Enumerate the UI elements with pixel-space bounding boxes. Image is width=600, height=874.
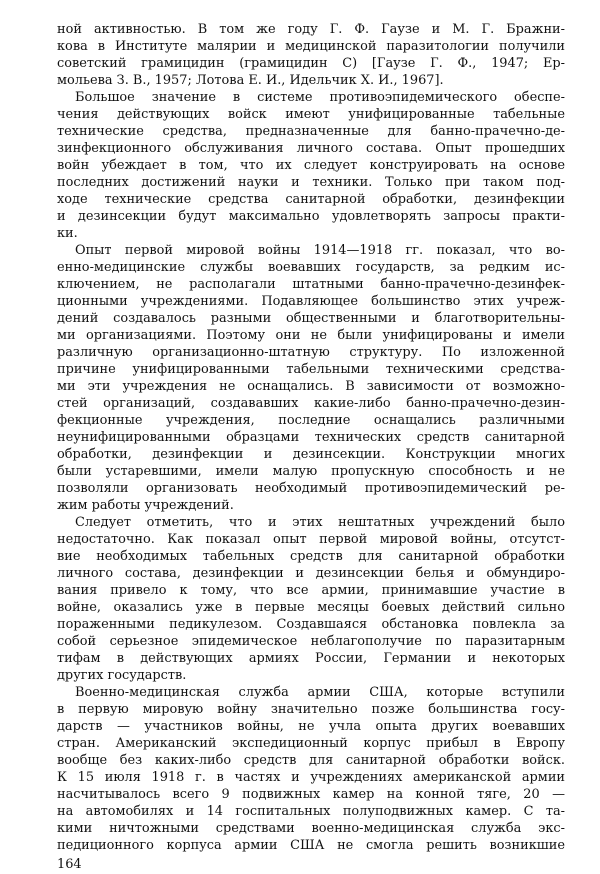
text-line: зинфекционного обслуживания личного состава. Опыт прошедших bbox=[57, 141, 565, 156]
text-line: личного состава, дезинфекции и дезинсекции белья и обмундиро- bbox=[57, 566, 565, 581]
text-line: кова в Институте малярии и медицинской паразитологии получили bbox=[57, 39, 565, 54]
text-line: ключением, не располагали штатными банно-прачечно-дезинфек- bbox=[57, 277, 565, 292]
text-line: пораженными педикулезом. Создавшаяся обстановка повлекла за bbox=[57, 617, 565, 632]
text-line: войне, оказались уже в первые месяцы боевых действий сильно bbox=[57, 600, 565, 615]
text-line: дений создавалось разными общественными и благотворительны- bbox=[57, 311, 565, 326]
page-number: 164 bbox=[57, 857, 82, 872]
text-line: собой серьезное эпидемическое неблагополучие по паразитарным bbox=[57, 634, 565, 649]
text-line: неунифицированными образцами технических средств санитарной bbox=[57, 430, 565, 445]
text-line: ной активностью. В том же году Г. Ф. Гаузе и М. Г. Бражни- bbox=[57, 22, 565, 37]
text-line: причине унифицированными табельными техническими средства- bbox=[57, 362, 565, 377]
text-line: ми организациями. Поэтому они не были унифицированы и имели bbox=[57, 328, 565, 343]
text-line: войн убеждает в том, что их следует конструировать на основе bbox=[57, 158, 565, 173]
text-line: фекционные учреждения, последние оснащались различными bbox=[57, 413, 565, 428]
text-line: позволяли организовать необходимый противоэпидемический ре- bbox=[57, 481, 565, 496]
text-line: ки. bbox=[57, 226, 78, 241]
text-line: насчитывалось всего 9 подвижных камер на конной тяге, 20 — bbox=[57, 787, 565, 802]
text-line: различную организационно-штатную структуру. По изложенной bbox=[57, 345, 565, 360]
text-line: других государств. bbox=[57, 668, 187, 683]
text-line: ционными учреждениями. Подавляющее большинство этих учреж- bbox=[57, 294, 565, 309]
text-line: жим работы учреждений. bbox=[57, 498, 234, 513]
text-line: вие необходимых табельных средств для санитарной обработки bbox=[57, 549, 565, 564]
text-line: были устаревшими, имели малую пропускную способность и не bbox=[57, 464, 565, 479]
text-line: последних достижений науки и техники. Только при таком под- bbox=[57, 175, 565, 190]
text-line: вообще без каких-либо средств для санитарной обработки войск. bbox=[57, 753, 565, 768]
text-line: обработки, дезинфекции и дезинсекции. Конструкции многих bbox=[57, 447, 565, 462]
paragraph-first-line: Опыт первой мировой войны 1914—1918 гг. показал, что во- bbox=[75, 243, 565, 258]
text-line: енно-медицинские службы воевавших государств, за редким ис- bbox=[57, 260, 565, 275]
text-line: кими ничтожными средствами военно-медицинская служба экс- bbox=[57, 821, 565, 836]
text-line: советский грамицидин (грамицидин С) [Гаузе Г. Ф., 1947; Ер- bbox=[57, 56, 565, 71]
text-line: ми эти учреждения не оснащались. В зависимости от возможно- bbox=[57, 379, 565, 394]
text-line: и дезинсекции будут максимально удовлетворять запросы практи- bbox=[57, 209, 565, 224]
text-line: ходе технические средства санитарной обработки, дезинфекции bbox=[57, 192, 565, 207]
paragraph-first-line: Большое значение в системе противоэпидемического обеспе- bbox=[75, 90, 565, 105]
text-line: технические средства, предназначенные для банно-прачечно-де- bbox=[57, 124, 565, 139]
text-line: стран. Американский экспедиционный корпус прибыл в Европу bbox=[57, 736, 565, 751]
text-line: стей организаций, создававших какие-либо банно-прачечно-дезин- bbox=[57, 396, 565, 411]
text-line: мольева З. В., 1957; Лотова Е. И., Идельчик Х. И., 1967]. bbox=[57, 73, 444, 88]
paragraph-first-line: Следует отметить, что и этих нештатных учреждений было bbox=[75, 515, 565, 530]
text-line: на автомобилях и 14 госпитальных полуподвижных камер. С та- bbox=[57, 804, 565, 819]
text-line: дарств — участников войны, не учла опыта других воевавших bbox=[57, 719, 565, 734]
text-line: чения действующих войск имеют унифицированные табельные bbox=[57, 107, 565, 122]
text-line: в первую мировую войну значительно позже большинства госу- bbox=[57, 702, 565, 717]
text-line: К 15 июля 1918 г. в частях и учреждениях американской армии bbox=[57, 770, 565, 785]
text-line: недостаточно. Как показал опыт первой мировой войны, отсутст- bbox=[57, 532, 565, 547]
text-line: вания привело к тому, что все армии, принимавшие участие в bbox=[57, 583, 565, 598]
text-line: тифам в действующих армиях России, Германии и некоторых bbox=[57, 651, 565, 666]
paragraph-first-line: Военно-медицинская служба армии США, которые вступили bbox=[75, 685, 565, 700]
text-line: педиционного корпуса армии США не смогла решить возникшие bbox=[57, 838, 565, 853]
